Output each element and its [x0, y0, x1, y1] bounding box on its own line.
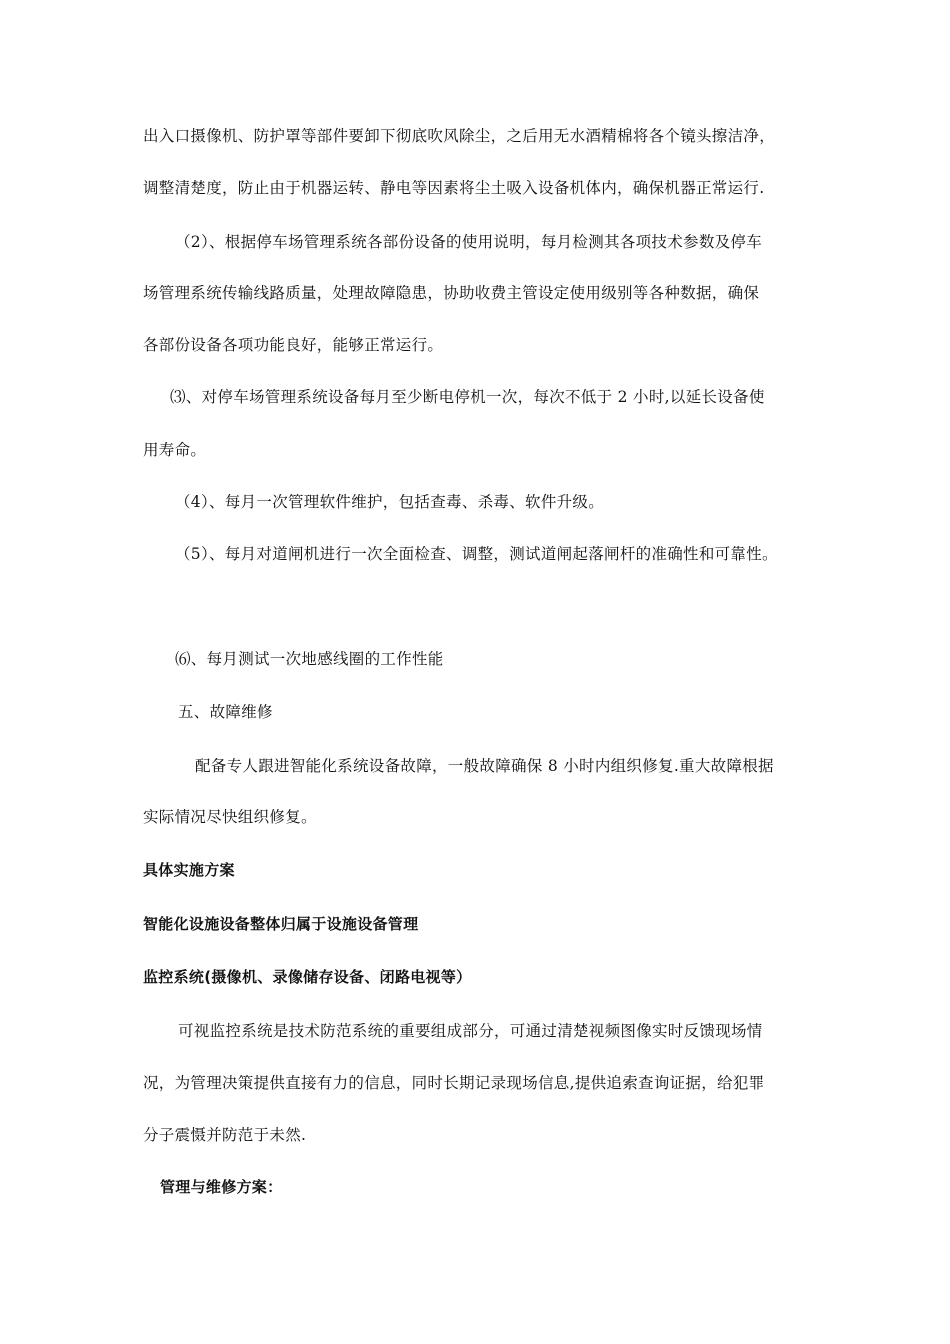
paragraph-line-17: 可视监控系统是技术防范系统的重要组成部分，可通过清楚视频图像实时反馈现场情: [178, 1022, 763, 1040]
heading-implementation-plan: 具体实施方案: [143, 861, 235, 879]
paragraph-line-19: 分子震慑并防范于未然.: [143, 1126, 307, 1144]
paragraph-line-13: 实际情况尽快组织修复。: [143, 808, 317, 826]
heading-facility-management: 智能化设施设备整体归属于设施设备管理: [143, 915, 419, 933]
paragraph-line-3: （2）、根据停车场管理系统各部份设备的使用说明，每月检测其各项技术参数及停车: [175, 233, 763, 251]
heading-management-maintenance: 管理与维修方案：: [160, 1178, 283, 1196]
section-heading-fault-repair: 五、故障维修: [178, 703, 273, 721]
paragraph-line-4: 场管理系统传输线路质量，处理故障隐患，协助收费主管设定使用级别等各种数据，确保: [143, 284, 760, 302]
paragraph-line-8: （4）、每月一次管理软件维护，包括查毒、杀毒、软件升级。: [175, 493, 605, 511]
paragraph-line-6: ⑶、对停车场管理系统设备每月至少断电停机一次，每次不低于 2 小时,以延长设备使: [170, 388, 765, 406]
paragraph-line-10: ⑹、每月测试一次地感线圈的工作性能: [175, 650, 444, 668]
paragraph-line-2: 调整清楚度，防止由于机器运转、静电等因素将尘土吸入设备机体内，确保机器正常运行.: [143, 179, 765, 197]
paragraph-line-7: 用寿命。: [143, 441, 207, 459]
heading-monitoring-system: 监控系统(摄像机、录像储存设备、闭路电视等）: [143, 968, 472, 986]
paragraph-line-18: 况，为管理决策提供直接有力的信息，同时长期记录现场信息,提供追索查询证据，给犯罪: [143, 1074, 765, 1092]
paragraph-line-12: 配备专人跟进智能化系统设备故障，一般故障确保 8 小时内组织修复.重大故障根据: [195, 757, 774, 775]
paragraph-line-9: （5）、每月对道闸机进行一次全面检查、调整，测试道闸起落闸杆的准确性和可靠性。: [175, 545, 778, 563]
paragraph-line-1: 出入口摄像机、防护罩等部件要卸下彻底吹风除尘，之后用无水酒精棉将各个镜头擦洁净，: [143, 127, 776, 145]
paragraph-line-5: 各部份设备各项功能良好，能够正常运行。: [143, 336, 444, 354]
